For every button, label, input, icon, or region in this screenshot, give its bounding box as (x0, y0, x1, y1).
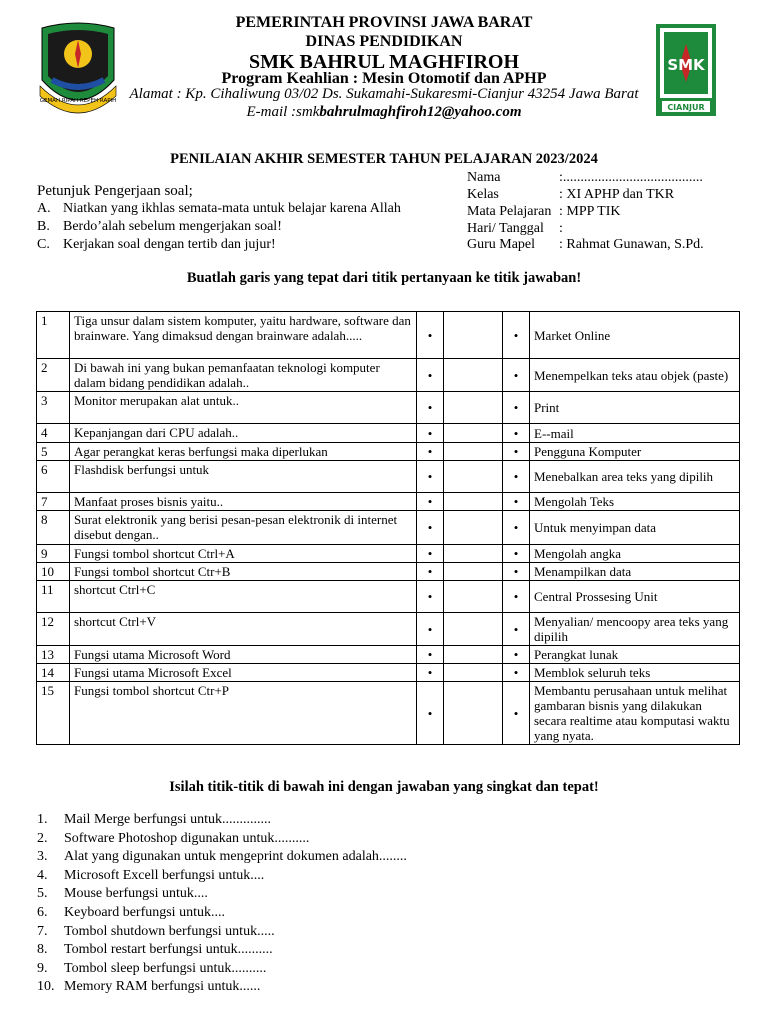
answer-dot[interactable]: • (503, 581, 530, 613)
answer-text: Perangkat lunak (530, 646, 740, 664)
short-answer-number: 8. (37, 942, 48, 958)
answer-dot[interactable]: • (503, 563, 530, 581)
matching-row (37, 312, 740, 359)
answer-dot[interactable]: • (503, 443, 530, 461)
short-answer-text: Mail Merge berfungsi untuk.............. (64, 812, 271, 827)
line-gap (444, 613, 503, 646)
matching-row (37, 545, 740, 563)
question-number: 5 (37, 443, 70, 461)
info-row (467, 170, 703, 186)
info-key: Kelas (467, 187, 499, 202)
question-dot[interactable]: • (417, 511, 444, 545)
question-text: Kepanjangan dari CPU adalah.. (70, 424, 417, 443)
matching-row (37, 664, 740, 682)
short-answer-text: Mouse berfungsi untuk.... (64, 886, 208, 902)
question-text: shortcut Ctrl+V (70, 613, 417, 646)
question-text: Agar perangkat keras berfungsi maka diperlukan (70, 443, 417, 461)
short-answer-number: 4. (37, 867, 48, 883)
answer-dot[interactable]: • (503, 424, 530, 443)
short-answer-number: 7. (37, 923, 48, 939)
question-dot[interactable]: • (417, 581, 444, 613)
instruction-item (37, 201, 401, 217)
answer-text: Menampilkan data (530, 563, 740, 581)
short-answer-item (37, 868, 264, 884)
info-value: : XI APHP dan TKR (559, 187, 675, 202)
question-number: 6 (37, 461, 70, 493)
answer-dot[interactable]: • (503, 493, 530, 511)
question-number: 13 (37, 646, 70, 664)
question-number: 11 (37, 581, 70, 613)
instruction-label: A. (37, 201, 51, 216)
question-number: 7 (37, 493, 70, 511)
question-text: Tiga unsur dalam sistem komputer, yaitu hardware, software dan brainware. Yang dimaksud dengan brainware adalah..... (70, 312, 417, 359)
line-gap (444, 493, 503, 511)
matching-row (37, 563, 740, 581)
matching-row (37, 511, 740, 545)
info-row (467, 237, 704, 253)
question-number: 1 (37, 312, 70, 359)
instruction-text: Kerjakan soal dengan tertib dan jujur! (63, 237, 276, 252)
short-answer-item (37, 924, 275, 940)
exam-title: PENILAIAN AKHIR SEMESTER TAHUN PELAJARAN 2023/2024 (170, 151, 598, 167)
question-text: Fungsi tombol shortcut Ctrl+A (70, 545, 417, 563)
program-keahlian: Program Keahlian : Mesin Otomotif dan APHP (221, 70, 547, 87)
school-name: SMK BAHRUL MAGHFIROH (248, 51, 519, 73)
instruction-text: Berdo’alah sebelum mengerjakan soal! (63, 219, 282, 234)
question-text: Di bawah ini yang bukan pemanfaatan teknologi komputer dalam bidang pendidikan adalah.. (70, 359, 417, 392)
line-gap (444, 682, 503, 745)
matching-row (37, 461, 740, 493)
instruction-text: Niatkan yang ikhlas semata-mata untuk belajar karena Allah (63, 201, 401, 216)
answer-text: Untuk menyimpan data (530, 511, 740, 545)
matching-row (37, 646, 740, 664)
question-text: Flashdisk berfungsi untuk (70, 461, 417, 493)
info-row (467, 187, 674, 203)
question-dot[interactable]: • (417, 682, 444, 745)
question-dot[interactable]: • (417, 493, 444, 511)
answer-dot[interactable]: • (503, 646, 530, 664)
short-answer-text: Keyboard berfungsi untuk.... (64, 905, 225, 920)
header-government: PEMERINTAH PROVINSI JAWA BARAT (235, 14, 533, 31)
section1-title: Buatlah garis yang tepat dari titik pertanyaan ke titik jawaban! (186, 270, 582, 286)
short-answer-item (37, 961, 266, 977)
question-number: 8 (37, 511, 70, 545)
info-key: Mata Pelajaran (467, 204, 552, 219)
short-answer-text: Memory RAM berfungsi untuk...... (64, 979, 261, 995)
matching-row (37, 392, 740, 424)
matching-row (37, 613, 740, 646)
answer-dot[interactable]: • (503, 613, 530, 646)
short-answer-text: Software Photoshop digunakan untuk.......... (64, 830, 310, 846)
short-answer-item (37, 979, 260, 995)
instruction-label: B. (37, 219, 50, 234)
line-gap (444, 359, 503, 392)
question-dot[interactable]: • (417, 424, 444, 443)
matching-row (37, 424, 740, 443)
answer-dot[interactable]: • (503, 664, 530, 682)
short-answer-number: 3. (37, 849, 48, 865)
answer-dot[interactable]: • (503, 392, 530, 424)
line-gap (444, 545, 503, 563)
question-number: 14 (37, 664, 70, 682)
short-answer-item (37, 831, 309, 847)
answer-text: Mengolah angka (530, 545, 740, 563)
line-gap (444, 424, 503, 443)
short-answer-text: Tombol sleep berfungsi untuk.......... (64, 960, 267, 976)
question-dot[interactable]: • (417, 359, 444, 392)
question-dot[interactable]: • (417, 461, 444, 493)
short-answer-number: 1. (37, 812, 48, 827)
question-dot[interactable]: • (417, 545, 444, 563)
question-number: 12 (37, 613, 70, 646)
svg-text:GEMAH RIPAH REPEH RAPIH: GEMAH RIPAH REPEH RAPIH (39, 98, 117, 104)
answer-text: Menebalkan area teks yang dipilih (530, 461, 740, 493)
question-dot[interactable]: • (417, 443, 444, 461)
question-dot[interactable]: • (417, 613, 444, 646)
info-row (467, 204, 620, 220)
short-answer-item (37, 886, 208, 902)
question-text: Fungsi utama Microsoft Word (70, 646, 417, 664)
answer-dot[interactable]: • (503, 682, 530, 745)
info-key: Guru Mapel (467, 237, 536, 252)
matching-row (37, 682, 740, 745)
short-answer-text: Tombol restart berfungsi untuk.......... (64, 942, 273, 958)
instruction-item (37, 219, 282, 235)
info-value: :........................................ (559, 170, 703, 185)
line-gap (444, 392, 503, 424)
answer-text: Central Prossesing Unit (530, 581, 740, 613)
header-department: DINAS PENDIDIKAN (305, 33, 463, 50)
question-dot[interactable]: • (417, 392, 444, 424)
question-dot[interactable]: • (417, 312, 444, 359)
question-text: Monitor merupakan alat untuk.. (70, 392, 417, 424)
instruction-label: C. (37, 237, 50, 252)
short-answer-number: 9. (37, 960, 48, 976)
short-answer-number: 6. (37, 905, 48, 920)
short-answer-number: 2. (37, 830, 48, 846)
school-email: E-mail :smkbahrulmaghfiroh12@yahoo.com (246, 104, 522, 120)
short-answer-item (37, 849, 407, 865)
answer-text: E--mail (530, 424, 740, 443)
question-text: Fungsi tombol shortcut Ctr+B (70, 563, 417, 581)
info-value: : Rahmat Gunawan, S.Pd. (559, 237, 704, 252)
answer-text: Memblok seluruh teks (530, 664, 740, 682)
answer-text: Market Online (530, 312, 740, 359)
short-answer-item (37, 812, 271, 828)
short-answer-item (37, 905, 225, 921)
short-answer-item (37, 942, 273, 958)
question-text: Surat elektronik yang berisi pesan-pesan elektronik di internet disebut dengan.. (70, 511, 417, 545)
question-text: Fungsi tombol shortcut Ctr+P (70, 682, 417, 745)
matching-row (37, 443, 740, 461)
line-gap (444, 312, 503, 359)
short-answer-text: Microsoft Excell berfungsi untuk.... (64, 867, 265, 883)
question-number: 2 (37, 359, 70, 392)
answer-text: Print (530, 392, 740, 424)
question-text: Fungsi utama Microsoft Excel (70, 664, 417, 682)
line-gap (444, 511, 503, 545)
matching-row (37, 493, 740, 511)
info-value: : MPP TIK (559, 204, 621, 219)
question-number: 3 (37, 392, 70, 424)
line-gap (444, 646, 503, 664)
line-gap (444, 563, 503, 581)
question-text: Manfaat proses bisnis yaitu.. (70, 493, 417, 511)
question-dot[interactable]: • (417, 664, 444, 682)
short-answer-number: 10. (37, 979, 55, 995)
question-text: shortcut Ctrl+C (70, 581, 417, 613)
svg-text:CIANJUR: CIANJUR (667, 103, 705, 112)
question-number: 15 (37, 682, 70, 745)
line-gap (444, 581, 503, 613)
answer-dot[interactable]: • (503, 461, 530, 493)
question-number: 4 (37, 424, 70, 443)
question-dot[interactable]: • (417, 563, 444, 581)
school-address: Alamat : Kp. Cihaliwung 03/02 Ds. Sukamahi-Sukaresmi-Cianjur 43254 Jawa Barat (129, 86, 639, 102)
answer-text: Menyalian/ mencoopy area teks yang dipilih (530, 613, 740, 646)
svg-text:SMK: SMK (667, 56, 705, 74)
question-number: 10 (37, 563, 70, 581)
short-answer-text: Alat yang digunakan untuk mengeprint dokumen adalah........ (64, 849, 407, 865)
instruction-item (37, 237, 276, 253)
question-dot[interactable]: • (417, 646, 444, 664)
question-number: 9 (37, 545, 70, 563)
section2-title: Isilah titik-titik di bawah ini dengan jawaban yang singkat dan tepat! (169, 779, 599, 795)
matching-row (37, 359, 740, 392)
answer-dot[interactable]: • (503, 511, 530, 545)
answer-text: Menempelkan teks atau objek (paste) (530, 359, 740, 392)
answer-dot[interactable]: • (503, 312, 530, 359)
info-key: Nama (467, 170, 501, 185)
answer-text: Membantu perusahaan untuk melihat gambaran bisnis yang dilakukan secara realtime atau komputasi waktu yang nyata. (530, 682, 740, 745)
info-row (467, 221, 563, 237)
answer-text: Pengguna Komputer (530, 443, 740, 461)
answer-dot[interactable]: • (503, 545, 530, 563)
answer-text: Mengolah Teks (530, 493, 740, 511)
line-gap (444, 664, 503, 682)
line-gap (444, 443, 503, 461)
short-answer-number: 5. (37, 886, 48, 902)
line-gap (444, 461, 503, 493)
info-value: : (559, 221, 563, 236)
matching-row (37, 581, 740, 613)
answer-dot[interactable]: • (503, 359, 530, 392)
matching-table (36, 311, 740, 745)
short-answer-text: Tombol shutdown berfungsi untuk..... (64, 923, 275, 939)
info-key: Hari/ Tanggal (467, 221, 544, 236)
instructions-heading: Petunjuk Pengerjaan soal; (37, 183, 193, 199)
